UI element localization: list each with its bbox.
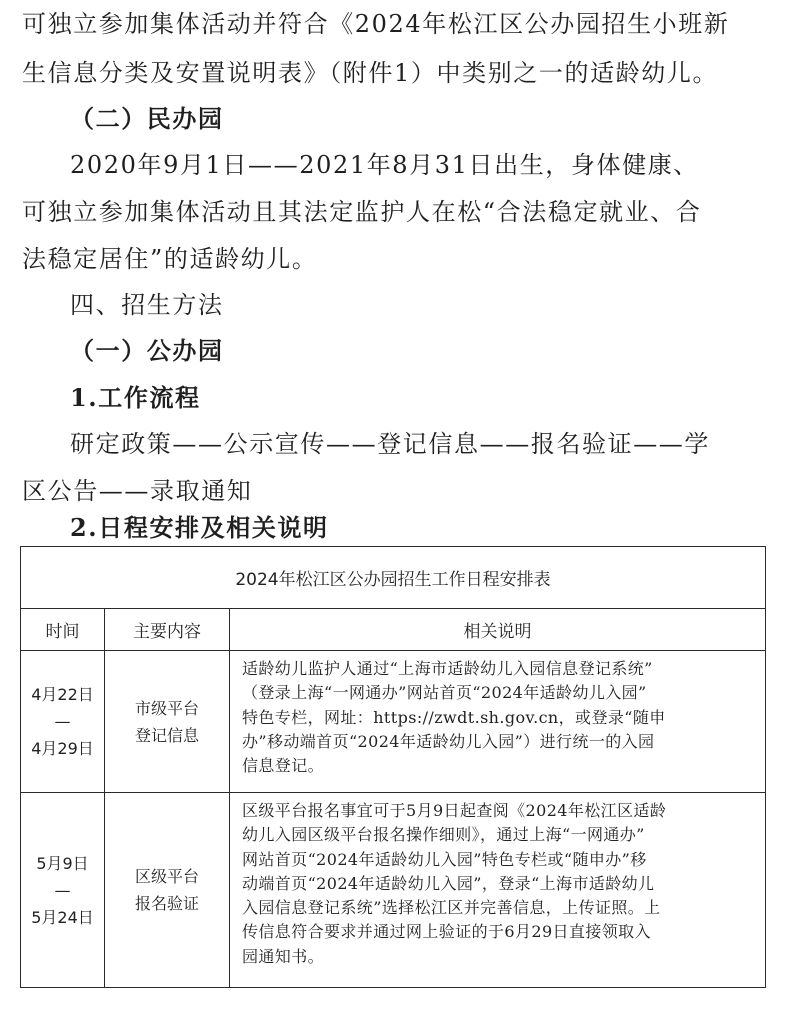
content-cell — [105, 651, 230, 793]
date-start: 5月9日 — [36, 853, 89, 873]
content-line: 市级平台 — [134, 698, 199, 718]
time-cell — [21, 651, 105, 793]
table-row — [21, 793, 766, 988]
paragraph-line: 可独立参加集体活动并符合《2024年松江区公办园招生小班新 — [22, 10, 730, 38]
paragraph-line: 可独立参加集体活动且其法定监护人在松“合法稳定就业、合 — [22, 198, 702, 226]
date-start: 4月22日 — [31, 685, 94, 704]
table-header-row — [21, 609, 766, 651]
column-header-time: 时间 — [21, 609, 105, 651]
description-line: 园通知书。 — [242, 946, 325, 966]
description-cell — [230, 793, 766, 988]
description-line: 适龄幼儿监护人通过“上海市适龄幼儿入园信息登记系统” — [242, 659, 653, 678]
table-row — [21, 651, 766, 793]
description-line: 动端首页“2024年适龄幼儿入园”，登录“上海市适龄幼儿 — [242, 873, 655, 893]
schedule-table — [20, 546, 766, 988]
description-line: 信息登记。 — [242, 756, 325, 776]
description-line: 幼儿入园区级平台报名操作细则》，通过上海“一网通办” — [242, 825, 645, 845]
section-heading: （一）公办园 — [70, 336, 224, 365]
section-heading: （二）民办园 — [70, 104, 224, 133]
content-line: 报名验证 — [134, 894, 199, 913]
date-separator: — — [54, 712, 71, 731]
description-cell — [230, 651, 766, 793]
description-line: 入园信息登记系统”选择松江区并完善信息，上传证照。上 — [242, 898, 661, 918]
date-separator: — — [54, 880, 71, 900]
paragraph-line: 法稳定居住”的适龄幼儿。 — [22, 245, 318, 273]
content-line: 区级平台 — [134, 867, 199, 886]
time-cell — [21, 793, 105, 988]
paragraph-line: 生信息分类及安置说明表》（附件1）中类别之一的适龄幼儿。 — [22, 59, 719, 87]
table-title: 2024年松江区公办园招生工作日程安排表 — [21, 547, 766, 609]
section-heading: 四、招生方法 — [70, 291, 224, 319]
column-header-content: 主要内容 — [105, 609, 230, 651]
description-line: 网站首页“2024年适龄幼儿入园”特色专栏或“随申办”移 — [242, 849, 647, 869]
paragraph-line: 区公告——录取通知 — [22, 477, 253, 505]
date-end: 5月24日 — [31, 907, 94, 927]
section-heading: 2.日程安排及相关说明 — [70, 513, 329, 542]
description-line: 办”移动端首页“2024年适龄幼儿入园”）进行统一的入园 — [242, 731, 655, 751]
date-end: 4月29日 — [31, 739, 94, 758]
column-header-description: 相关说明 — [230, 609, 766, 651]
paragraph-line: 2020年9月1日——2021年8月31日出生，身体健康、 — [70, 151, 699, 179]
section-heading: 1.工作流程 — [70, 383, 201, 412]
content-cell — [105, 793, 230, 988]
paragraph-line: 研定政策——公示宣传——登记信息——报名验证——学 — [70, 430, 710, 458]
description-line: （登录上海“一网通办”网站首页“2024年适龄幼儿入园” — [242, 683, 647, 703]
content-line: 登记信息 — [134, 725, 199, 745]
description-line: 传信息符合要求并通过网上验证的于6月29日直接领取入 — [242, 922, 651, 942]
description-line: 区级平台报名事宜可于5月9日起查阅《2024年松江区适龄 — [242, 801, 667, 820]
description-line: 特色专栏，网址：https://zwdt.sh.gov.cn，或登录“随申 — [242, 707, 666, 727]
